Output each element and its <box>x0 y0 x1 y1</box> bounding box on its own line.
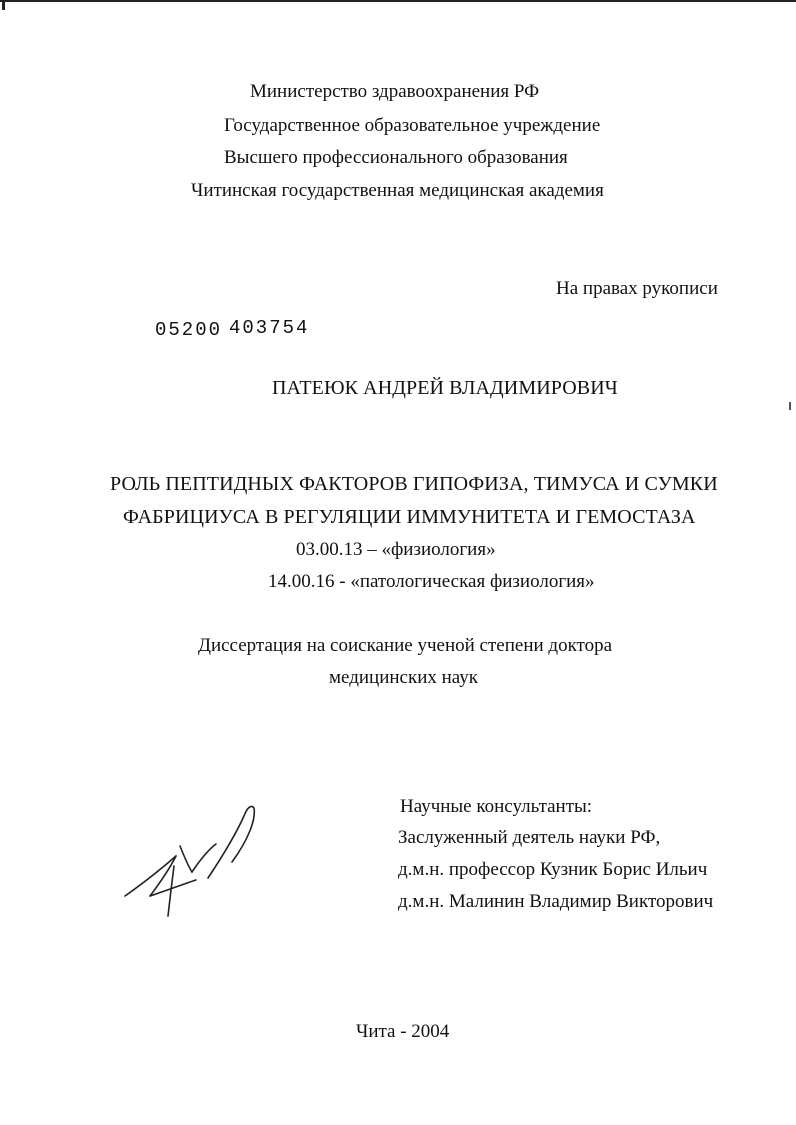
dissertation-title-line2: ФАБРИЦИУСА В РЕГУЛЯЦИИ ИММУНИТЕТА И ГЕМОСТАЗА <box>123 506 696 528</box>
degree-statement-line2: медицинских наук <box>329 667 478 688</box>
consultant-malinin: д.м.н. Малинин Владимир Викторович <box>398 891 714 912</box>
scan-top-border <box>0 0 796 2</box>
specialty-pathological-physiology: 14.00.16 - «патологическая физиология» <box>268 571 595 592</box>
scan-corner-mark <box>2 2 5 10</box>
dissertation-title-line1: РОЛЬ ПЕПТИДНЫХ ФАКТОРОВ ГИПОФИЗА, ТИМУСА И СУМКИ <box>110 473 718 495</box>
registration-number-part1: 05200 <box>155 319 223 341</box>
education-level-line: Высшего профессионального образования <box>224 147 568 168</box>
author-name: ПАТЕЮК АНДРЕЙ ВЛАДИМИРОВИЧ <box>272 377 618 399</box>
handwritten-signature <box>120 800 270 925</box>
consultants-heading: Научные консультанты: <box>400 796 593 817</box>
consultant-kuznik: д.м.н. профессор Кузник Борис Ильич <box>398 859 708 880</box>
consultant-honorary-title: Заслуженный деятель науки РФ, <box>398 827 661 848</box>
specialty-physiology: 03.00.13 – «физиология» <box>296 539 496 560</box>
institution-type-line: Государственное образовательное учреждение <box>224 115 601 136</box>
city-year: Чита - 2004 <box>356 1021 450 1042</box>
registration-number-part2: 403754 <box>229 317 310 339</box>
degree-statement-line1: Диссертация на соискание ученой степени доктора <box>198 635 613 656</box>
ministry-line: Министерство здравоохранения РФ <box>250 81 540 102</box>
scan-edge-mark <box>789 402 791 410</box>
manuscript-rights-note: На правах рукописи <box>556 278 718 299</box>
academy-name-line: Читинская государственная медицинская академия <box>191 180 604 201</box>
